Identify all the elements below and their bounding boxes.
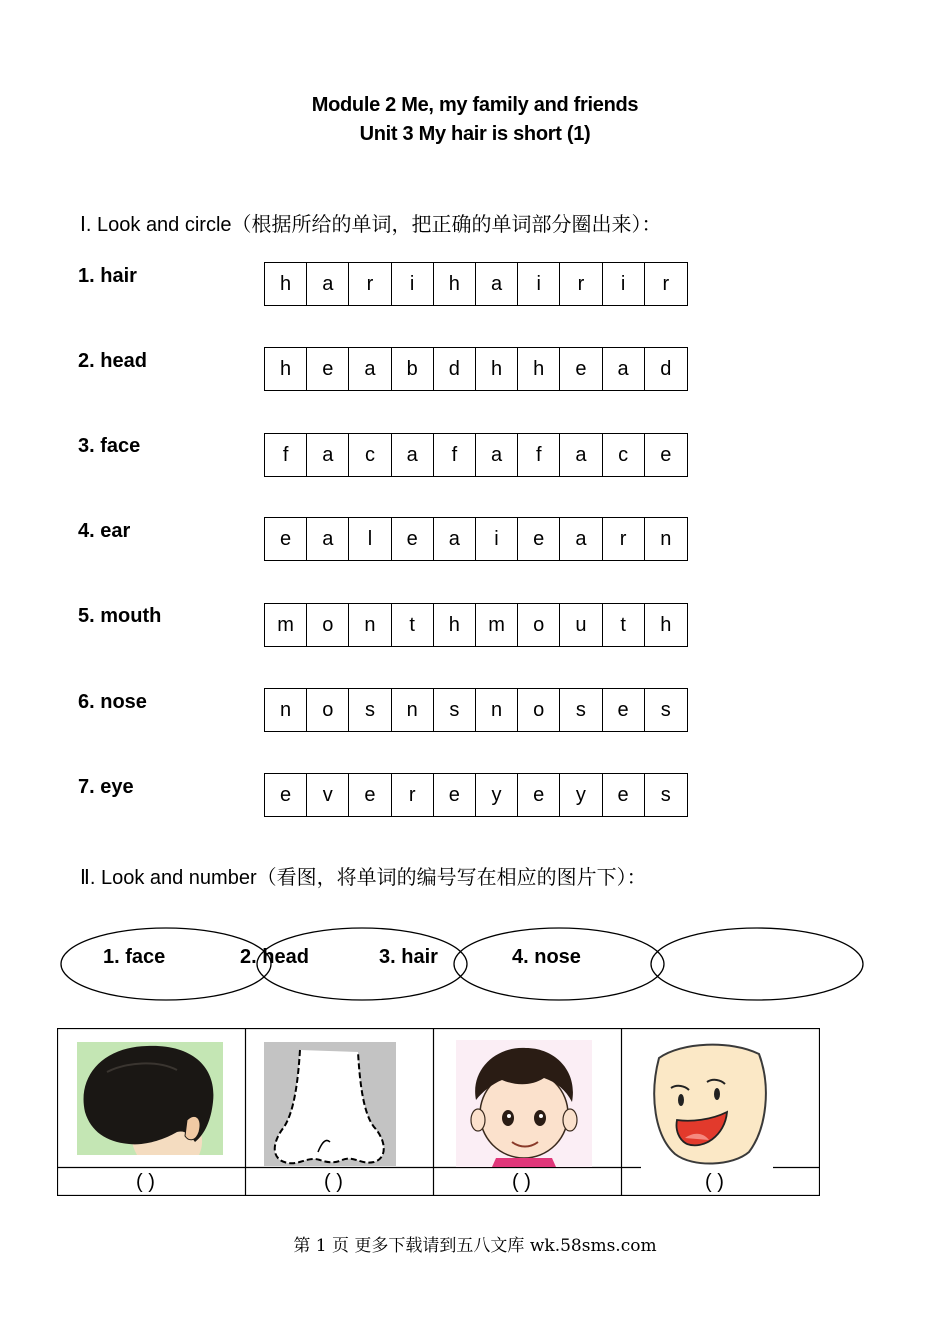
unit-title: Unit 3 My hair is short (1) [359, 123, 591, 145]
letter-grid [264, 688, 688, 732]
letter-cell[interactable]: m [476, 604, 518, 646]
page-footer: 第 1 页 更多下载请到五八文库 wk.58sms.com [293, 1236, 657, 1256]
letter-cell[interactable]: n [660, 527, 672, 550]
letter-cell[interactable]: a [349, 348, 391, 390]
letter-cell[interactable]: r [349, 263, 391, 305]
item-label: 4. ear [78, 520, 131, 542]
letter-cell[interactable]: e [603, 689, 645, 731]
letter-cell[interactable]: e [434, 774, 476, 816]
answer-blank-4[interactable]: ( ) [705, 1171, 724, 1193]
letter-cell[interactable]: a [560, 434, 602, 476]
letter-cell[interactable]: h [660, 613, 672, 636]
letter-cell[interactable]: h [434, 604, 476, 646]
letter-cell[interactable]: i [392, 263, 434, 305]
letter-cell[interactable]: n [476, 689, 518, 731]
letter-cell[interactable]: n [265, 689, 307, 731]
letter-cell[interactable]: o [307, 604, 349, 646]
item-label: 7. eye [78, 776, 134, 798]
letter-cell[interactable]: e [560, 348, 602, 390]
letter-cell[interactable]: a [307, 518, 349, 560]
letter-cell[interactable]: e [265, 518, 307, 560]
letter-cell[interactable]: e [660, 443, 672, 466]
letter-cell[interactable]: t [603, 604, 645, 646]
section-1-heading: Ⅰ. Look and circle（根据所给的单词，把正确的单词部分圈出来）： [80, 214, 662, 236]
word-face: 1. face [103, 946, 166, 968]
answer-blank-2[interactable]: ( ) [324, 1171, 343, 1193]
letter-cell[interactable]: y [476, 774, 518, 816]
letter-cell[interactable]: a [307, 434, 349, 476]
nose-image [264, 1042, 396, 1166]
letter-grid [264, 517, 688, 561]
letter-cell[interactable]: r [662, 272, 670, 295]
letter-cell[interactable]: a [307, 263, 349, 305]
oval-4 [651, 928, 863, 1000]
letter-cell[interactable]: a [476, 434, 518, 476]
letter-cell[interactable]: h [476, 348, 518, 390]
smiling-face-image [641, 1036, 773, 1168]
word-head: 2. head [240, 946, 309, 968]
letter-grid [264, 433, 688, 477]
letter-cell[interactable]: s [660, 698, 671, 721]
item-label: 5. mouth [78, 605, 162, 627]
letter-cell[interactable]: s [434, 689, 476, 731]
letter-cell[interactable]: s [349, 689, 391, 731]
letter-cell[interactable]: e [307, 348, 349, 390]
letter-cell[interactable]: r [392, 774, 434, 816]
letter-cell[interactable]: n [392, 689, 434, 731]
letter-cell[interactable]: e [603, 774, 645, 816]
letter-cell[interactable]: f [434, 434, 476, 476]
letter-cell[interactable]: a [392, 434, 434, 476]
module-title: Module 2 Me, my family and friends [311, 94, 639, 116]
letter-cell[interactable]: m [265, 604, 307, 646]
letter-cell[interactable]: f [518, 434, 560, 476]
boy-head-image [456, 1040, 592, 1167]
letter-cell[interactable]: s [560, 689, 602, 731]
letter-cell[interactable]: o [518, 689, 560, 731]
item-label: 3. face [78, 435, 141, 457]
letter-cell[interactable]: l [349, 518, 391, 560]
item-label: 2. head [78, 350, 147, 372]
letter-cell[interactable]: f [265, 434, 307, 476]
letter-cell[interactable]: h [265, 263, 307, 305]
letter-cell[interactable]: a [603, 348, 645, 390]
letter-cell[interactable]: e [392, 518, 434, 560]
letter-cell[interactable]: e [349, 774, 391, 816]
answer-blank-3[interactable]: ( ) [512, 1171, 531, 1193]
letter-cell[interactable]: o [518, 604, 560, 646]
letter-grid [264, 603, 688, 647]
letter-cell[interactable]: s [660, 783, 671, 806]
letter-cell[interactable]: v [307, 774, 349, 816]
letter-cell[interactable]: d [660, 357, 672, 380]
letter-cell[interactable]: i [518, 263, 560, 305]
letter-cell[interactable]: e [518, 774, 560, 816]
letter-cell[interactable]: c [603, 434, 645, 476]
letter-cell[interactable]: y [560, 774, 602, 816]
item-label: 1. hair [78, 265, 137, 287]
letter-cell[interactable]: a [434, 518, 476, 560]
letter-cell[interactable]: r [603, 518, 645, 560]
letter-grid [264, 347, 688, 391]
letter-cell[interactable]: e [265, 774, 307, 816]
letter-cell[interactable]: a [476, 263, 518, 305]
hair-back-image [77, 1042, 223, 1155]
letter-cell[interactable]: c [349, 434, 391, 476]
letter-grid [264, 262, 688, 306]
word-hair: 3. hair [379, 946, 438, 968]
letter-cell[interactable]: h [434, 263, 476, 305]
answer-blank-1[interactable]: ( ) [136, 1171, 155, 1193]
letter-grid [264, 773, 688, 817]
letter-cell[interactable]: r [560, 263, 602, 305]
letter-cell[interactable]: a [560, 518, 602, 560]
letter-cell[interactable]: b [392, 348, 434, 390]
letter-cell[interactable]: h [265, 348, 307, 390]
letter-cell[interactable]: o [307, 689, 349, 731]
letter-cell[interactable]: n [349, 604, 391, 646]
letter-cell[interactable]: e [518, 518, 560, 560]
word-nose: 4. nose [512, 946, 581, 968]
item-label: 6. nose [78, 691, 147, 713]
letter-cell[interactable]: h [518, 348, 560, 390]
letter-cell[interactable]: u [560, 604, 602, 646]
section-2-heading: Ⅱ. Look and number（看图，将单词的编号写在相应的图片下）： [80, 867, 647, 889]
letter-cell[interactable]: d [434, 348, 476, 390]
letter-cell[interactable]: t [392, 604, 434, 646]
letter-cell[interactable]: i [476, 518, 518, 560]
letter-cell[interactable]: i [603, 263, 645, 305]
